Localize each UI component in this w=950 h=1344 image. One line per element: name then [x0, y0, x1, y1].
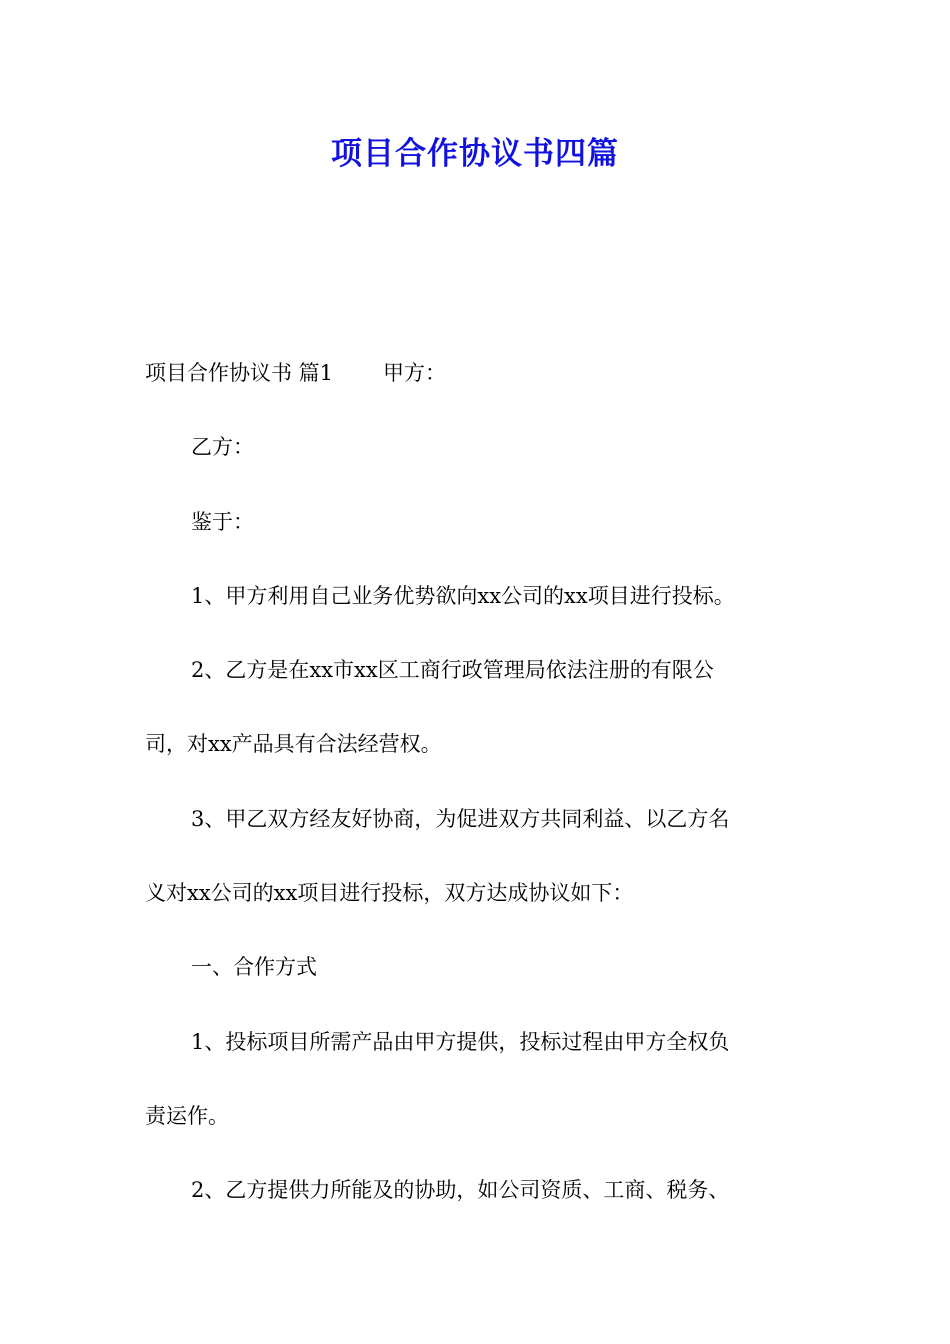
recital-2-line-2: 司，对xx产品具有合法经营权。 [145, 732, 442, 757]
section-heading: 项目合作协议书 篇1 [145, 361, 334, 385]
party-a-label: 甲方： [383, 361, 447, 385]
clause-1-1-line-2: 责运作。 [145, 1103, 229, 1128]
recital-1: 1、甲方利用自己业务优势欲向xx公司的xx项目进行投标。 [191, 583, 735, 608]
recital-2-line-1: 2、乙方是在xx市xx区工商行政管理局依法注册的有限公 [191, 658, 714, 683]
clause-1-1-line-1: 1、投标项目所需产品由甲方提供，投标过程由甲方全权负 [191, 1029, 730, 1054]
party-b-label: 乙方： [191, 435, 254, 460]
document-body [145, 336, 815, 1228]
section-heading-line [145, 336, 815, 410]
clause-1-2-line-1: 2、乙方提供力所能及的协助，如公司资质、工商、税务、 [191, 1178, 730, 1203]
whereas-label: 鉴于： [191, 509, 254, 534]
document-title: 项目合作协议书四篇 [331, 136, 619, 172]
clause-heading-1: 一、合作方式 [191, 955, 317, 980]
recital-3-line-1: 3、甲乙双方经友好协商，为促进双方共同利益、以乙方名 [191, 806, 730, 831]
recital-3-line-2: 义对xx公司的xx项目进行投标，双方达成协议如下： [145, 881, 634, 906]
